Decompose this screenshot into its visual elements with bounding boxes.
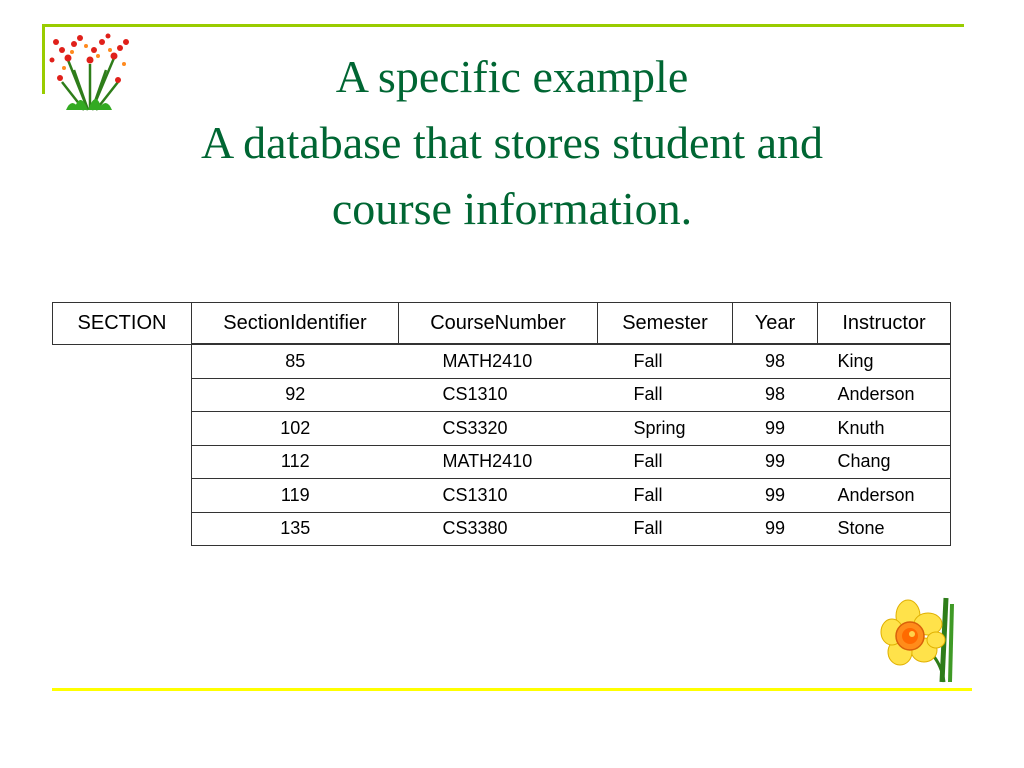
bottom-accent-rule <box>52 688 972 691</box>
section-table <box>52 302 951 546</box>
table-cell: 85 <box>192 344 399 378</box>
table-cell: CS3380 <box>399 512 598 546</box>
table-row <box>53 512 951 546</box>
table-row <box>53 344 951 378</box>
table-cell: CS3320 <box>399 412 598 446</box>
table-cell: Anderson <box>818 479 951 513</box>
table-cell: Fall <box>598 378 733 412</box>
slide-title <box>100 44 924 242</box>
table-header-row <box>53 303 951 345</box>
table-cell: 102 <box>192 412 399 446</box>
table-cell: 119 <box>192 479 399 513</box>
table-cell: King <box>818 344 951 378</box>
top-accent-rule <box>42 24 964 27</box>
table-cell: MATH2410 <box>399 445 598 479</box>
table-cell: Fall <box>598 512 733 546</box>
table-cell: 99 <box>733 412 818 446</box>
column-header: SectionIdentifier <box>192 303 399 345</box>
table-row <box>53 378 951 412</box>
table-cell: 99 <box>733 479 818 513</box>
title-line-3: course information. <box>331 183 693 234</box>
table-cell: MATH2410 <box>399 344 598 378</box>
table-cell: Fall <box>598 479 733 513</box>
column-header: Semester <box>598 303 733 345</box>
table-cell: 112 <box>192 445 399 479</box>
daffodil-icon <box>880 594 960 684</box>
table-cell: 92 <box>192 378 399 412</box>
relation-name: SECTION <box>53 303 192 345</box>
table-cell: Knuth <box>818 412 951 446</box>
section-relation <box>52 302 951 546</box>
table-cell: 98 <box>733 378 818 412</box>
title-line-2: A database that stores student and <box>200 117 824 168</box>
table-cell: Anderson <box>818 378 951 412</box>
table-cell: Chang <box>818 445 951 479</box>
table-cell: 98 <box>733 344 818 378</box>
table-row <box>53 412 951 446</box>
table-cell: Spring <box>598 412 733 446</box>
table-cell: 135 <box>192 512 399 546</box>
table-row <box>53 479 951 513</box>
table-cell: CS1310 <box>399 378 598 412</box>
table-cell: Fall <box>598 344 733 378</box>
table-row <box>53 445 951 479</box>
table-cell: CS1310 <box>399 479 598 513</box>
column-header: Year <box>733 303 818 345</box>
table-cell: Stone <box>818 512 951 546</box>
column-header: CourseNumber <box>399 303 598 345</box>
table-cell: 99 <box>733 512 818 546</box>
table-cell: Fall <box>598 445 733 479</box>
column-header: Instructor <box>818 303 951 345</box>
table-cell: 99 <box>733 445 818 479</box>
title-line-1: A specific example <box>335 51 689 102</box>
